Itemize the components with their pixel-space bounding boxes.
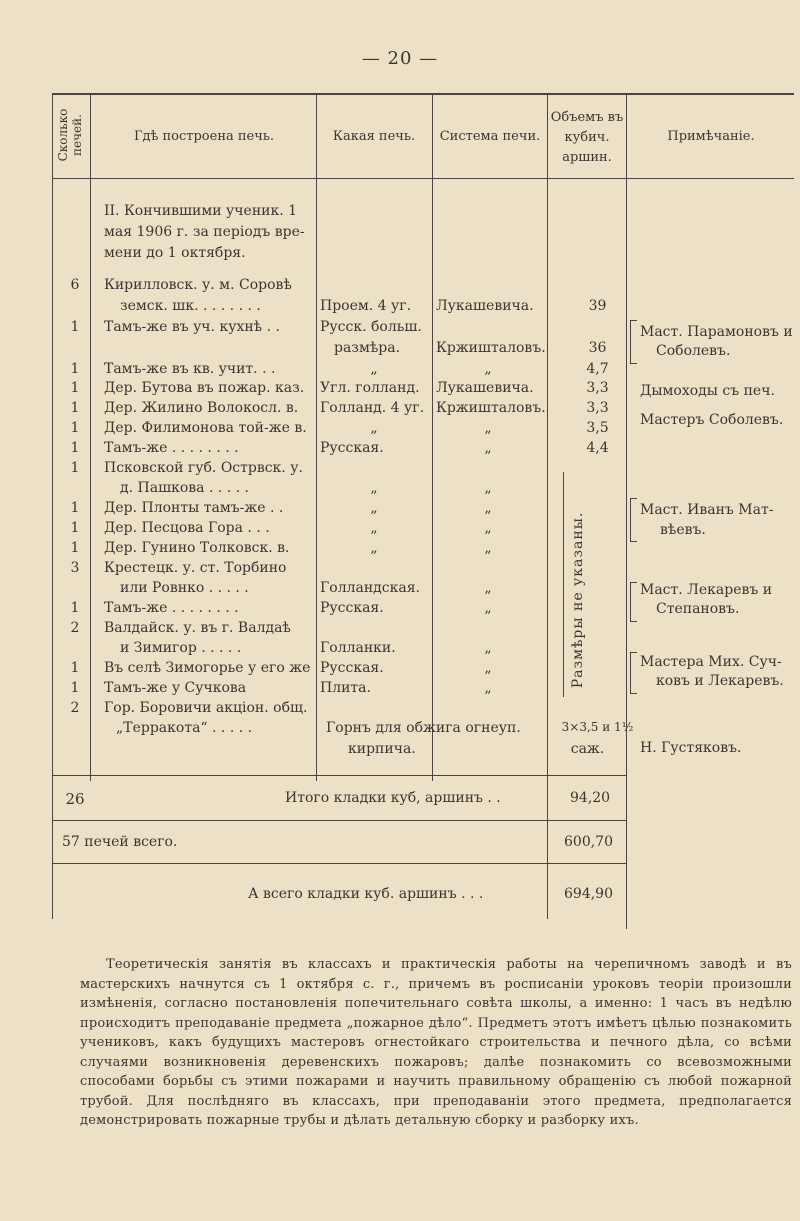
note-text: Мастера Мих. Суч- (640, 654, 782, 670)
subtotal-top-rule (52, 775, 627, 776)
table-row-system: „ (484, 500, 492, 516)
table-row-volume: саж. (570, 741, 605, 757)
note-text: Соболевъ. (656, 343, 731, 359)
table-row-count: 1 (70, 380, 80, 396)
body-paragraph: Теоретическія занятія въ классахъ и практическія работы на черепичномъ заводѣ и въ мастерскихъ начнутся съ 1 октября с. г., причемъ въ росписаніи уроковъ теоріи произошли измѣненія, согласно постановленія попечительнаго совѣта школы, а именно: 1 часъ въ недѣлю происходитъ преподаваніе предмета „пожарное дѣло“. Предметъ этотъ имѣетъ цѣлью познакомить учениковъ, какъ будущихъ мастеровъ огнестойкаго строительства и печного дѣла, со всѣми случаями возникновенія деревенскихъ пожаровъ; далѣе познакомить со всевозможными способами борьбы съ этими пожарами и научить правильному обращенію съ любой пожарной трубой. Для послѣдняго въ классахъ, при преподаваніи этого предмета, предполагается демонстрировать пожарные трубы и дѣлать детальную сборку и разборку ихъ. (80, 957, 792, 1128)
table-row-system: „ (484, 580, 492, 596)
table-row-where: Въ селѣ Зимогорье у его же (104, 660, 311, 676)
col-rule-where (316, 93, 317, 781)
note-bracket (630, 652, 637, 694)
header-count: Сколько печей. (56, 108, 84, 162)
table-row-system: „ (484, 600, 492, 616)
page-number: — 20 — (361, 48, 439, 69)
table-row-count: 1 (70, 680, 80, 696)
table-row-kind: „ (370, 520, 378, 536)
table-row-kind: Русская. (320, 600, 384, 616)
table-row-kind: Русская. (320, 440, 384, 456)
total-rule (52, 863, 627, 864)
header-system: Система печи. (439, 129, 541, 144)
table-row-system: Лукашевича. (436, 298, 534, 314)
table-row-where: Дер. Жилино Волокосл. в. (104, 400, 299, 416)
note-text: Н. Густяковъ. (640, 740, 742, 756)
table-row-where: Гор. Боровичи акціон. общ. (104, 700, 308, 716)
table-row-where: Тамъ-же . . . . . . . . (104, 600, 239, 616)
table-row-where: „Терракота“ . . . . . (116, 720, 253, 736)
table-row-kind: Проем. 4 уг. (320, 298, 412, 314)
table-row-volume: 3×3,5 и 1½ (561, 720, 634, 734)
table-row-count: 1 (70, 319, 80, 335)
volume-bracket (563, 472, 564, 697)
table-row-kind: размѣра. (334, 340, 401, 356)
table-row-count: 1 (70, 600, 80, 616)
note-text: вѣевъ. (660, 522, 706, 538)
table-row-volume: 4,4 (586, 440, 609, 456)
table-row-where: Дер. Гунино Толковск. в. (104, 540, 290, 556)
table-row-kind: „ (370, 361, 378, 377)
table-row-system: „ (484, 420, 492, 436)
table-row-count: 1 (70, 660, 80, 676)
table-row-system: „ (484, 540, 492, 556)
table-row-where: или Ровнко . . . . . (120, 580, 249, 596)
table-row-kind: „ (370, 500, 378, 516)
table-row-where: Дер. Филимонова той-же в. (104, 420, 307, 436)
table-row-where: Псковской губ. Острвск. у. (104, 460, 303, 476)
table-row-system: „ (484, 480, 492, 496)
table-row-where: Валдайск. у. въ г. Валдаѣ (104, 620, 291, 636)
table-row-volume: 36 (588, 340, 607, 356)
table-row-system: „ (484, 361, 492, 377)
table-row-volume: 3,3 (586, 380, 609, 396)
header-volume: Объемъ въ кубич. аршин. (550, 110, 624, 165)
subtotal-count: 26 (65, 790, 85, 808)
note-bracket (630, 320, 637, 364)
table-row-system: Кржишталовъ. (436, 400, 546, 416)
table-row-where: Дер. Песцова Гора . . . (104, 520, 270, 536)
table-row-volume: 3,5 (586, 420, 609, 436)
table-row-count: 1 (70, 540, 80, 556)
header-where: Гдѣ построена печь. (133, 129, 275, 144)
table-left-rule (52, 93, 53, 919)
table-row-count: 3 (70, 560, 80, 576)
table-row-where: Дер. Бутова въ пожар. каз. (104, 380, 305, 396)
section-title-line: мени до 1 октября. (104, 245, 246, 261)
table-row-kind: Угл. голланд. (320, 380, 420, 396)
table-row-count: 2 (70, 700, 80, 716)
table-row-system: „ (484, 640, 492, 656)
table-row-system: „ (484, 440, 492, 456)
table-row-count: 1 (70, 440, 80, 456)
table-row-kind: Плита. (320, 680, 371, 696)
table-row-where: земск. шк. . . . . . . . (120, 298, 261, 314)
note-text: ковъ и Лекаревъ. (656, 673, 784, 689)
note-text: Маст. Парамоновъ и (640, 324, 793, 340)
all-ovens-value: 600,70 (564, 834, 613, 850)
table-row-where: Кирилловск. у. м. Соровѣ (104, 277, 292, 293)
col-rule-kind (432, 93, 433, 781)
table-row-count: 1 (70, 520, 80, 536)
table-row-where: Крестецк. у. ст. Торбино (104, 560, 287, 576)
col-rule-system (547, 93, 548, 919)
header-kind: Какая печь. (332, 129, 416, 144)
table-row-kind: кирпича. (348, 741, 416, 757)
section-title-line: II. Кончившими ученик. 1 (104, 203, 298, 219)
subtotal-label: Итого кладки куб, аршинъ . . (285, 790, 501, 806)
table-row-where: Тамъ-же въ кв. учит. . . (104, 361, 276, 377)
table-row-kind: Горнъ для обжига огнеуп. (326, 720, 521, 736)
grand-total-value: 694,90 (564, 886, 613, 902)
table-row-count: 1 (70, 460, 80, 476)
table-row-kind: „ (370, 480, 378, 496)
table-row-kind: „ (370, 540, 378, 556)
table-row-kind: Русская. (320, 660, 384, 676)
col-rule-volume (626, 93, 627, 929)
table-row-where: Дер. Плонты тамъ-же . . (104, 500, 284, 516)
table-row-where: Тамъ-же у Сучкова (104, 680, 247, 696)
table-row-volume: 3,3 (586, 400, 609, 416)
volume-not-specified-note: Размѣры не указаны. (570, 511, 586, 689)
header-note: Примѣчаніе. (667, 129, 755, 144)
note-text: Мастеръ Соболевъ. (640, 412, 784, 428)
all-ovens-label: 57 печей всего. (62, 834, 178, 850)
table-row-where: Тамъ-же . . . . . . . . (104, 440, 239, 456)
note-text: Дымоходы съ печ. (640, 383, 775, 399)
table-row-where: и Зимигор . . . . . (120, 640, 242, 656)
table-row-count: 1 (70, 361, 80, 377)
section-title-line: мая 1906 г. за періодъ вре- (104, 224, 305, 240)
table-row-kind: Голланки. (320, 640, 396, 656)
table-row-kind: Голланд. 4 уг. (320, 400, 425, 416)
table-row-kind: Голландская. (320, 580, 421, 596)
table-row-system: Лукашевича. (436, 380, 534, 396)
table-row-system: „ (484, 660, 492, 676)
table-row-where: Тамъ-же въ уч. кухнѣ . . (104, 319, 280, 335)
table-row-kind: Русск. больш. (320, 319, 422, 335)
table-row-kind: „ (370, 420, 378, 436)
table-row-count: 2 (70, 620, 80, 636)
note-bracket (630, 498, 637, 542)
subtotal-bottom-rule (52, 820, 627, 821)
table-row-count: 6 (70, 277, 80, 293)
table-row-system: Кржишталовъ. (436, 340, 546, 356)
table-row-system: „ (484, 520, 492, 536)
note-text: Маст. Лекаревъ и (640, 582, 773, 598)
note-text: Степановъ. (656, 601, 740, 617)
subtotal-value: 94,20 (570, 790, 611, 806)
table-row-count: 1 (70, 420, 80, 436)
table-row-volume: 39 (588, 298, 607, 314)
grand-total-label: А всего кладки куб. аршинъ . . . (248, 886, 484, 902)
table-row-where: д. Пашкова . . . . . (120, 480, 250, 496)
note-bracket (630, 582, 637, 622)
table-top-rule (52, 93, 794, 95)
header-bottom-rule (52, 178, 794, 179)
table-row-volume: 4,7 (586, 361, 609, 377)
table-row-count: 1 (70, 500, 80, 516)
col-rule-count (90, 93, 91, 781)
table-row-count: 1 (70, 400, 80, 416)
table-row-system: „ (484, 680, 492, 696)
note-text: Маст. Иванъ Мат- (640, 502, 774, 518)
